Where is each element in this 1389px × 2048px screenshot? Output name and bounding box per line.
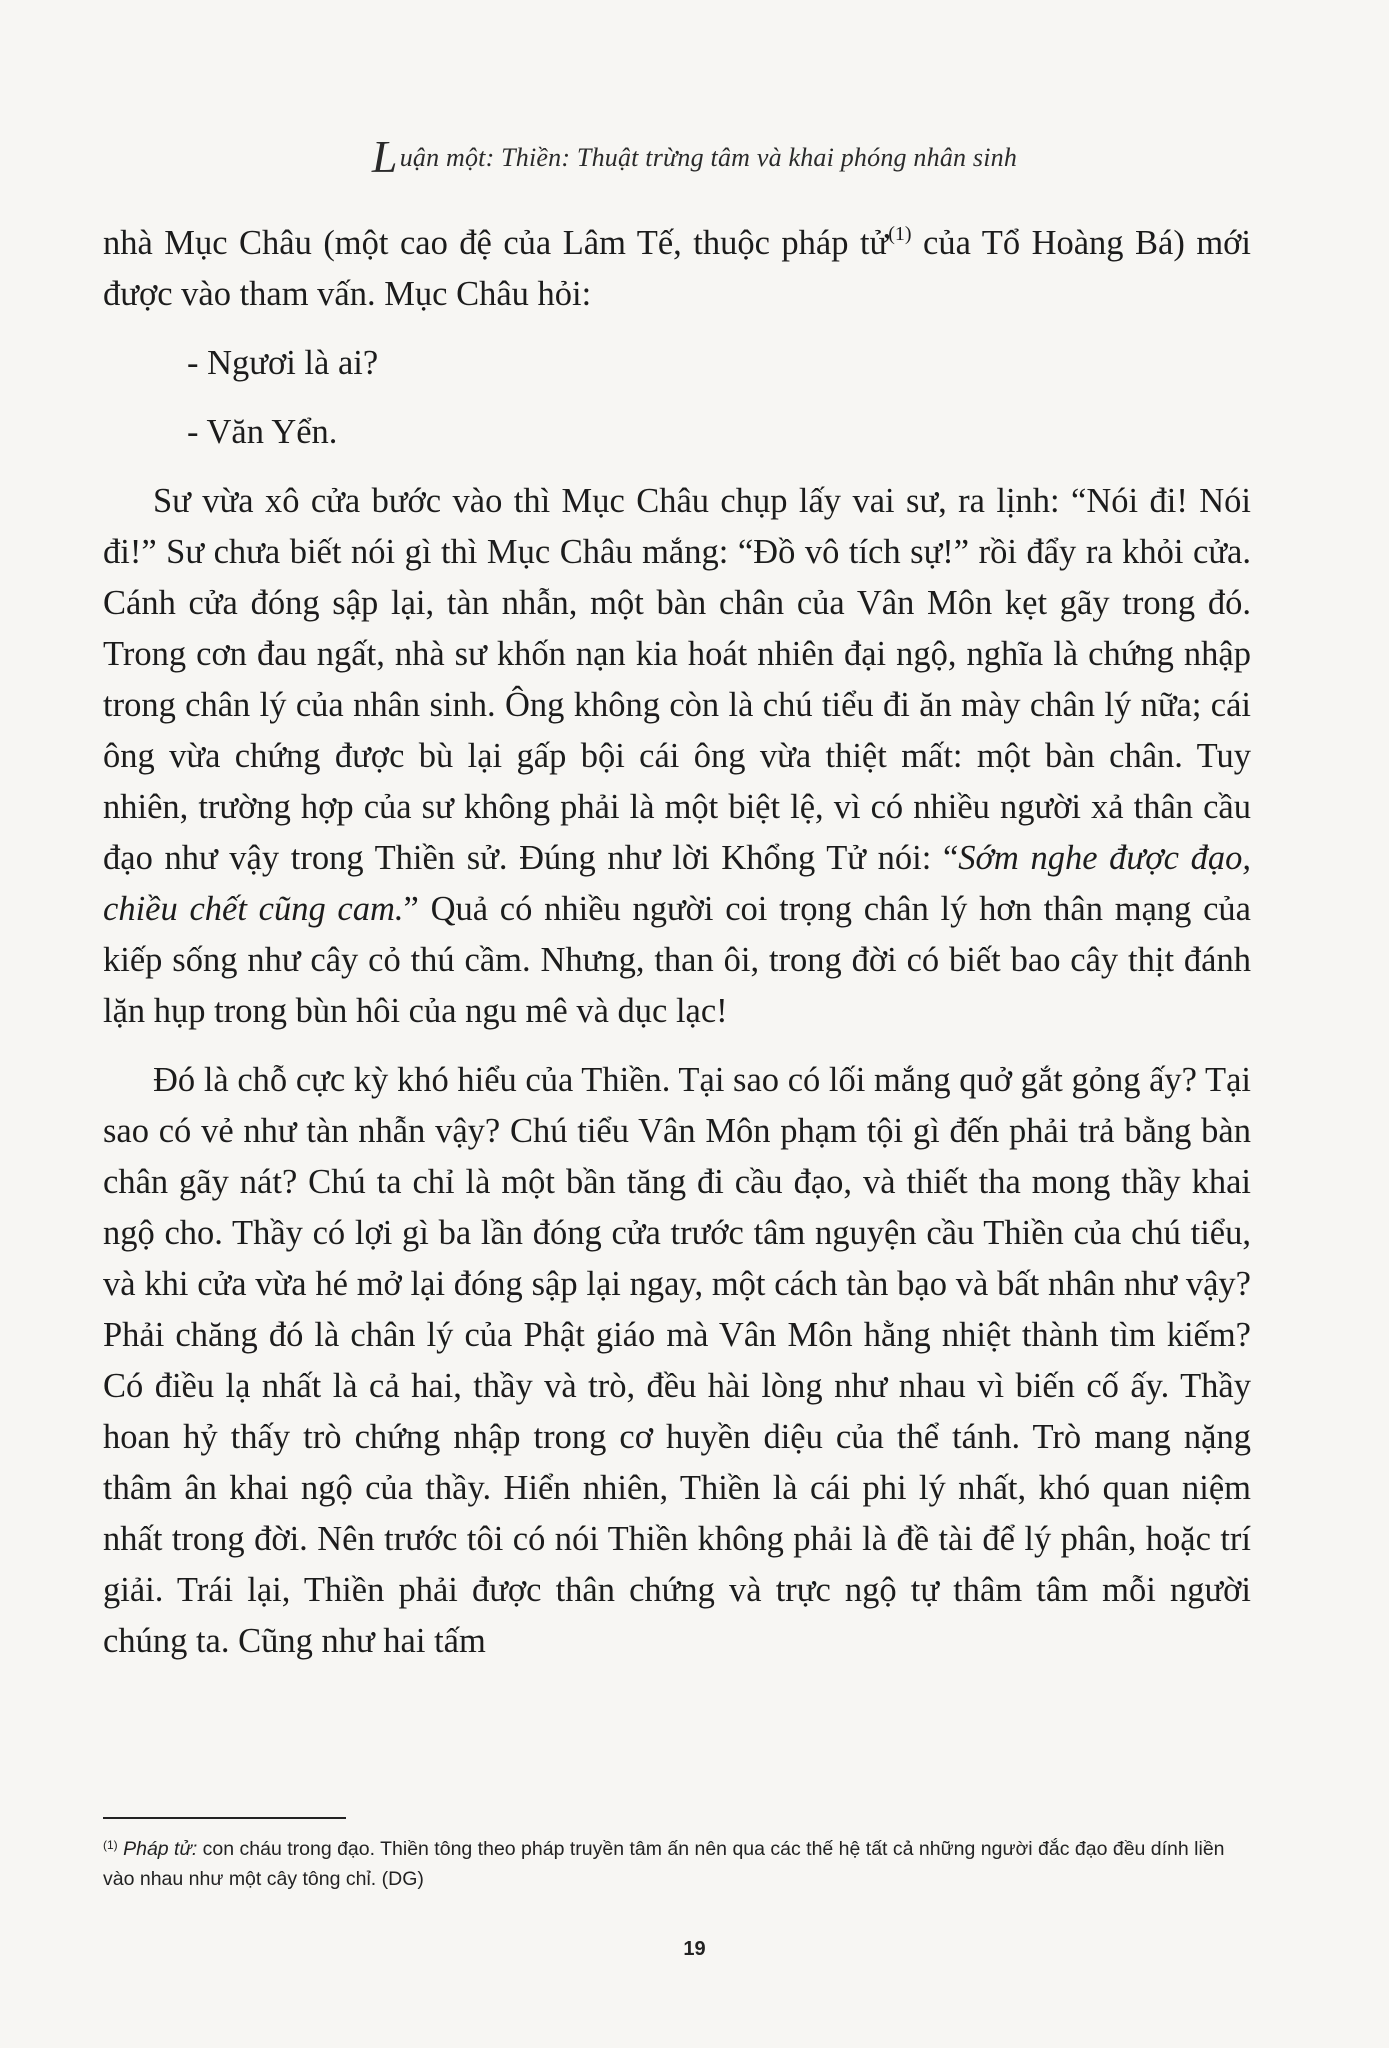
main-text <box>103 218 1251 1667</box>
footnote-text: con cháu trong đạo. Thiền tông theo pháp truyền tâm ấn nên qua các thế hệ tất cả những người đắc đạo đều dính liền vào nhau như một cây tông chỉ. (DG) <box>103 1838 1225 1890</box>
paragraph-2-part-a: Sư vừa xô cửa bước vào thì Mục Châu chụp lấy vai sư, ra lịnh: “Nói đi! Nói đi!” Sư chưa biết nói gì thì Mục Châu mắng: “Đồ vô tích sự!” rồi đẩy ra khỏi cửa. Cánh cửa đóng sập lại, tàn nhẫn, một bàn chân của Vân Môn kẹt gãy trong đó. Trong cơn đau ngất, nhà sư khốn nạn kia hoát nhiên đại ngộ, nghĩa là chứng nhập trong chân lý của nhân sinh. Ông không còn là chú tiểu đi ăn mày chân lý nữa; cái ông vừa chứng được bù lại gấp bội cái ông vừa thiệt mất: một bàn chân. Tuy nhiên, trường hợp của sư không phải là một biệt lệ, vì có nhiều người xả thân cầu đạo như vậy trong Thiền sử. Đúng như lời Khổng Tử nói: “ <box>103 482 1251 877</box>
footnote <box>103 1834 1251 1894</box>
paragraph-1-part-b: của Tổ Hoàng Bá) mới được vào tham vấn. Mục Châu hỏi: <box>103 224 1251 313</box>
confucius-quote: Sớm nghe được đạo, chiều chết cũng cam. <box>103 839 1251 928</box>
dialog-line-1: - Ngươi là ai? <box>187 344 379 382</box>
paragraph-1-part-a: nhà Mục Châu (một cao đệ của Lâm Tế, thuộc pháp tử <box>103 224 889 262</box>
paragraph-2 <box>103 476 1251 1037</box>
header-initial: L <box>371 131 398 182</box>
paragraph-2-part-b: ” Quả có nhiều người coi trọng chân lý hơn thân mạng của kiếp sống như cây cỏ thú cầm. Nhưng, than ôi, trong đời có biết bao cây thịt đánh lặn hụp trong bùn hôi của ngu mê và dục lạc! <box>103 890 1251 1030</box>
paragraph-1 <box>103 218 1251 320</box>
footnote-divider <box>103 1817 346 1819</box>
running-header <box>0 130 1389 183</box>
page-number: 19 <box>683 1938 706 1960</box>
header-title: uận một: Thiền: Thuật trừng tâm và khai phóng nhân sinh <box>399 143 1018 172</box>
footnote-marker: (1) <box>103 1838 118 1852</box>
footnote-term: Pháp tử: <box>123 1838 198 1860</box>
footnote-ref[interactable]: (1) <box>888 223 912 245</box>
dialog-line-2: - Văn Yển. <box>187 413 338 451</box>
paragraph-3: Đó là chỗ cực kỳ khó hiểu của Thiền. Tại sao có lối mắng quở gắt gỏng ấy? Tại sao có vẻ như tàn nhẫn vậy? Chú tiểu Vân Môn phạm tội gì đến phải trả bằng bàn chân gãy nát? Chú ta chỉ là một bần tăng đi cầu đạo, và thiết tha mong thầy khai ngộ cho. Thầy có lợi gì ba lần đóng cửa trước tâm nguyện cầu Thiền của chú tiểu, và khi cửa vừa hé mở lại đóng sập lại ngay, một cách tàn bạo và bất nhân như vậy? Phải chăng đó là chân lý của Phật giáo mà Vân Môn hằng nhiệt thành tìm kiếm? Có điều lạ nhất là cả hai, thầy và trò, đều hài lòng như nhau vì biến cố ấy. Thầy hoan hỷ thấy trò chứng nhập trong cơ huyền diệu của thể tánh. Trò mang nặng thâm ân khai ngộ của thầy. Hiển nhiên, Thiền là cái phi lý nhất, khó quan niệm nhất trong đời. Nên trước tôi có nói Thiền không phải là đề tài để lý phân, hoặc trí giải. Trái lại, Thiền phải được thân chứng và trực ngộ tự thâm tâm mỗi người chúng ta. Cũng như hai tấm <box>103 1061 1251 1660</box>
